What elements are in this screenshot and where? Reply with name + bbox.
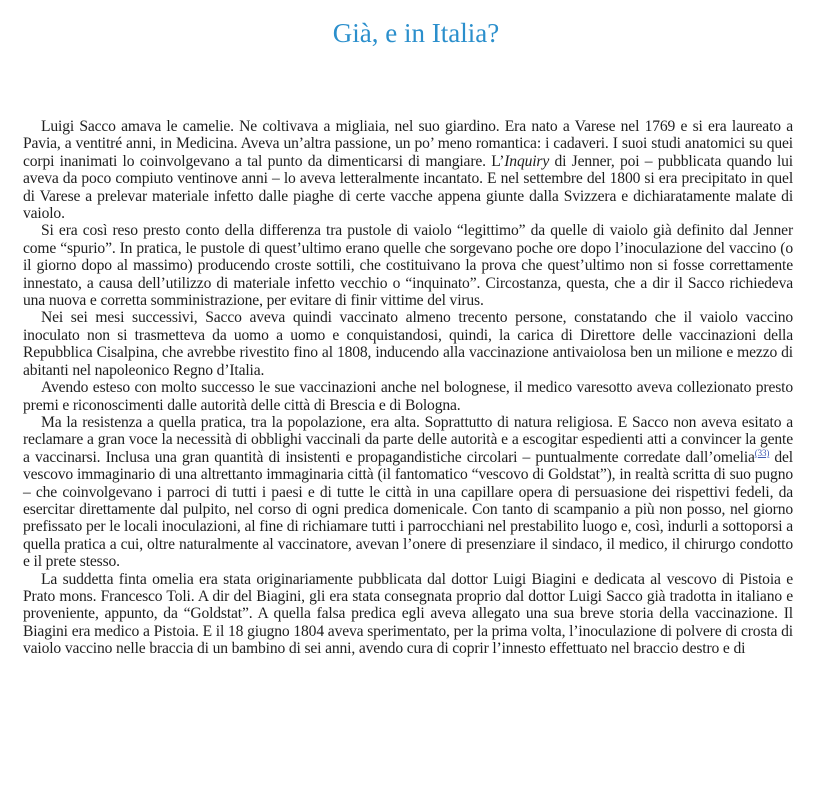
paragraph-text: Ma la resistenza a quella pratica, tra la popolazione, era alta. Soprattutto di natura religiosa. E Sacco non aveva esitato a reclamare a gran voce la necessità di obblighi vaccinali da parte delle autorità e a escogitar espedienti atti a convincer la gente a vaccinarsi. Inclusa una gran quantità di insistenti e propagandistiche circolari – puntualmente corredate dall’omelia bbox=[23, 413, 793, 466]
chapter-body bbox=[23, 118, 793, 658]
book-title-italic: Inquiry bbox=[504, 152, 550, 170]
paragraph: La suddetta finta omelia era stata originariamente pubblicata dal dottor Luigi Biagini e dedicata al vescovo di Pistoia e Prato mons. Francesco Toli. A dir del Biagini, gli era stata consegnata proprio dal dottor Luigi Sacco già tradotta in italiano e proveniente, appunto, da “Goldstat”. A quella falsa predica egli aveva allegato una sua breve storia della vaccinazione. Il Biagini era medico a Pistoia. E il 18 giugno 1804 aveva sperimentato, per la prima volta, l’inoculazione di polvere di crosta di vaiolo vaccino nelle braccia di un bambino di sei anni, avendo cura di coprir l’innesto effettuato nel braccio destro e di bbox=[23, 570, 793, 658]
paragraph: Avendo esteso con molto successo le sue vaccinazioni anche nel bolognese, il medico varesotto aveva collezionato presto premi e riconoscimenti dalle autorità delle città di Brescia e di Bologna. bbox=[23, 379, 793, 414]
paragraph: Nei sei mesi successivi, Sacco aveva quindi vaccinato almeno trecento persone, constatando che il vaiolo vaccino inoculato non si trasmetteva da uomo a uomo e conquistandosi, quindi, la carica di Direttore delle vaccinazioni della Repubblica Cisalpina, che avrebbe rivestito fino al 1808, inducendo alla vaccinazione antivaiolosa ben un milione e mezzo di abitanti nel napoleonico Regno d’Italia. bbox=[23, 309, 793, 379]
paragraph bbox=[23, 414, 793, 571]
paragraph: Si era così reso presto conto della differenza tra pustole di vaiolo “legittimo” da quelle di vaiolo già definito dal Jenner come “spurio”. In pratica, le pustole di quest’ultimo erano quelle che sorgevano poche ore dopo l’inoculazione del vaccino (o il giorno dopo al massimo) producendo croste sottili, che costituivano la prova che quest’ultimo non si fosse correttamente innestato, a causa dell’utilizzo di materiale infetto vecchio o “inquinato”. Circostanza, questa, che a dir il Sacco richiedeva una nuova e corretta somministrazione, per evitare di finir vittime del virus. bbox=[23, 222, 793, 310]
paragraph-text: del vescovo immaginario di una altrettanto immaginaria città (il fantomatico “vescovo di Goldstat”), in realtà scritta di suo pugno – che coinvolgevano i parroci di tutti i paesi e di tutte le città in una capillare opera di persuasione dei rispettivi fedeli, da esercitar direttamente dal pulpito, nel corso di ogni predica domenicale. Con tanto di scampanio a più non posso, nel giorno prefissato per le locali inoculazioni, al fine di richiamare tutti i parrocchiani nel prestabilito luogo e, così, indurli a sottoporsi a quella pratica a cui, oltre naturalmente al vaccinatore, avevan l’onere di presenziare il sindaco, il medico, il chirurgo condotto e il prete stesso. bbox=[23, 448, 793, 571]
paragraph-text: di Jenner, poi – pubblicata quando lui aveva da poco compiuto ventinove anni – lo aveva letteralmente incantato. E nel settembre del 1800 si era precipitato in quel di Varese a prelevar materiale infetto dalle piaghe di certe vacche appena giunte dalla Svizzera e dichiaratamente malate di vaiolo. bbox=[23, 152, 793, 223]
paragraph bbox=[23, 118, 793, 222]
paragraph-text: Luigi Sacco amava le camelie. Ne coltivava a migliaia, nel suo giardino. Era nato a Varese nel 1769 e si era laureato a Pavia, a ventitré anni, in Medicina. Aveva un’altra passione, un po’ meno romantica: i cadaveri. I suoi studi anatomici su quei corpi inanimati lo coinvolgevano a tal punto da dimenticarsi di mangiare. L’ bbox=[23, 118, 793, 170]
footnote-link[interactable]: (33) bbox=[754, 447, 770, 458]
chapter-title: Già, e in Italia? bbox=[332, 18, 500, 48]
